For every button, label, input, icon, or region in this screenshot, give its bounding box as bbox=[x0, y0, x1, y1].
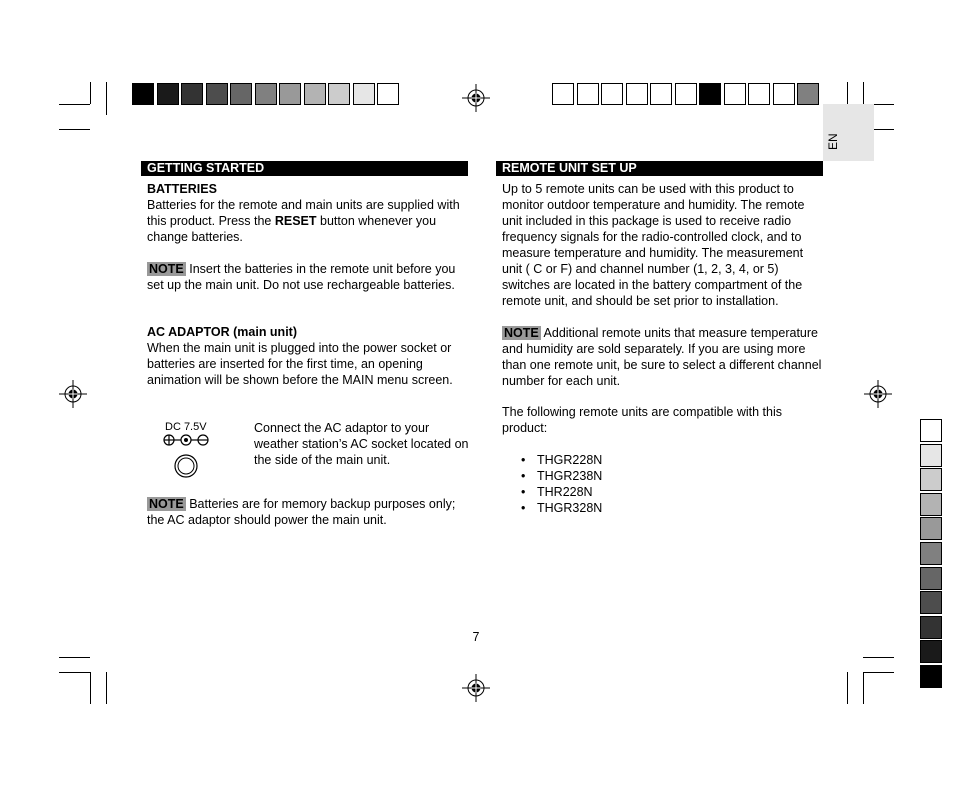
list-item: • THGR328N bbox=[502, 500, 825, 516]
section-title-getting-started: GETTING STARTED bbox=[141, 161, 468, 176]
registration-target-icon bbox=[864, 380, 892, 408]
note-text: Batteries are for memory backup purposes only; the AC adaptor should power the main unit. bbox=[147, 497, 456, 527]
color-swatch bbox=[206, 83, 228, 105]
note-badge: NOTE bbox=[149, 262, 184, 276]
batteries-text-2: button whenever you change batteries. bbox=[147, 214, 437, 244]
color-swatch bbox=[724, 83, 746, 105]
ac-adaptor-heading: AC ADAPTOR (main unit) bbox=[147, 325, 297, 339]
color-swatch bbox=[920, 419, 942, 442]
compatible-units-intro: The following remote units are compatible with this product: bbox=[502, 405, 782, 435]
dc-voltage-label: DC 7.5V bbox=[165, 421, 207, 433]
list-item: • THGR228N bbox=[502, 452, 825, 468]
dc-polarity-icon bbox=[160, 432, 216, 480]
color-swatch bbox=[920, 493, 942, 516]
color-swatch bbox=[181, 83, 203, 105]
registration-target-icon bbox=[462, 84, 490, 112]
section-title-remote-unit-set-up: REMOTE UNIT SET UP bbox=[496, 161, 823, 176]
reset-label: RESET bbox=[274, 214, 317, 228]
color-swatch bbox=[230, 83, 252, 105]
color-swatch bbox=[773, 83, 795, 105]
page-number: 7 bbox=[472, 630, 480, 644]
left-column bbox=[147, 181, 467, 245]
remote-intro-paragraph: Up to 5 remote units can be used with this product to monitor outdoor temperature and humidity. The remote unit included in this package is used to receive radio frequency signals for the radio-controlled clock, and to measure temperature and humidity. The measurement unit ( C or F) and channel number (1, 2, 3, 4, or 5) switches are located in the battery compartment of the remote unit, and should be set prior to installation. bbox=[502, 182, 805, 308]
registration-target-icon bbox=[59, 380, 87, 408]
note-memory-backup bbox=[147, 496, 467, 528]
color-swatch bbox=[675, 83, 697, 105]
color-swatch bbox=[920, 665, 942, 688]
color-swatch bbox=[920, 444, 942, 467]
color-swatch bbox=[920, 567, 942, 590]
color-swatch bbox=[377, 83, 399, 105]
color-swatch bbox=[699, 83, 721, 105]
note-additional-remotes bbox=[502, 325, 825, 389]
color-swatch bbox=[920, 542, 942, 565]
color-swatch bbox=[132, 83, 154, 105]
color-swatch bbox=[353, 83, 375, 105]
color-swatch bbox=[601, 83, 623, 105]
color-swatch bbox=[920, 616, 942, 639]
batteries-heading: BATTERIES bbox=[147, 182, 217, 196]
color-swatch bbox=[797, 83, 819, 105]
color-swatch bbox=[920, 468, 942, 491]
color-swatch bbox=[552, 83, 574, 105]
color-swatch bbox=[626, 83, 648, 105]
registration-target-icon bbox=[462, 674, 490, 702]
batteries-text-1: Batteries for the remote and main units are supplied with this product. Press the bbox=[147, 198, 460, 228]
color-swatch bbox=[650, 83, 672, 105]
color-swatch bbox=[328, 83, 350, 105]
color-swatch bbox=[920, 517, 942, 540]
batteries-paragraph bbox=[147, 197, 467, 245]
note-badge: NOTE bbox=[504, 326, 539, 340]
ac-adaptor-section bbox=[147, 324, 467, 388]
list-item: • THR228N bbox=[502, 484, 825, 500]
color-swatch bbox=[157, 83, 179, 105]
color-swatch bbox=[577, 83, 599, 105]
note-text: Insert the batteries in the remote unit before you set up the main unit. Do not use rechargeable batteries. bbox=[147, 262, 456, 292]
color-swatch bbox=[748, 83, 770, 105]
adaptor-instruction: Connect the AC adaptor to your weather station’s AC socket located on the side of the main unit. bbox=[254, 421, 469, 467]
compatible-units-list bbox=[502, 452, 825, 516]
color-swatch bbox=[255, 83, 277, 105]
color-swatch bbox=[920, 591, 942, 614]
note-badge: NOTE bbox=[149, 497, 184, 511]
note-text: Additional remote units that measure temperature and humidity are sold separately. If you are using more than one remote unit, be sure to select a different channel number for each unit. bbox=[502, 326, 822, 388]
color-swatch bbox=[304, 83, 326, 105]
language-tab-label: EN bbox=[826, 133, 840, 150]
color-swatch bbox=[279, 83, 301, 105]
ac-adaptor-text: When the main unit is plugged into the power socket or batteries are inserted for the first time, an opening animation will be shown before the MAIN menu screen. bbox=[147, 341, 453, 387]
list-item: • THGR238N bbox=[502, 468, 825, 484]
note-insert-batteries bbox=[147, 261, 467, 293]
color-swatch bbox=[920, 640, 942, 663]
